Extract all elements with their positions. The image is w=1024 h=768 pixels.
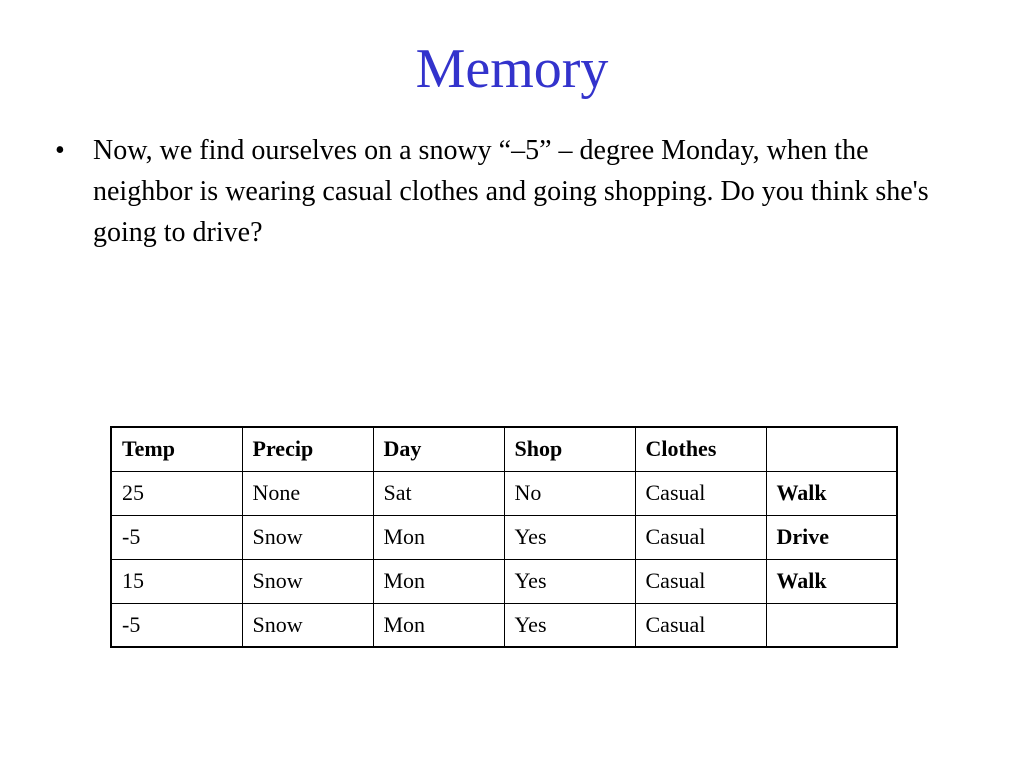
table-row	[111, 603, 897, 647]
cell-shop: No	[504, 471, 635, 515]
table-row	[111, 471, 897, 515]
slide-title: Memory	[415, 38, 609, 100]
cell-day: Mon	[373, 603, 504, 647]
cell-clothes: Casual	[635, 515, 766, 559]
cell-clothes: Casual	[635, 559, 766, 603]
cell-precip: Snow	[242, 559, 373, 603]
cell-shop: Yes	[504, 515, 635, 559]
cell-shop: Yes	[504, 603, 635, 647]
header-clothes: Clothes	[635, 427, 766, 471]
cell-result	[766, 603, 897, 647]
table-row	[111, 559, 897, 603]
bullet-text: Now, we find ourselves on a snowy “–5” – degree Monday, when the neighbor is wearing casual clothes and going shopping. Do you think she's going to drive?	[93, 135, 929, 248]
bullet-icon: •	[55, 135, 65, 166]
cell-temp: 15	[111, 559, 242, 603]
table-header-row	[111, 427, 897, 471]
cell-precip: Snow	[242, 603, 373, 647]
cell-temp: -5	[111, 603, 242, 647]
header-precip: Precip	[242, 427, 373, 471]
header-result	[766, 427, 897, 471]
bullet-item	[50, 130, 930, 253]
cell-temp: 25	[111, 471, 242, 515]
cell-shop: Yes	[504, 559, 635, 603]
cell-clothes: Casual	[635, 603, 766, 647]
header-shop: Shop	[504, 427, 635, 471]
bullet-list	[50, 130, 930, 253]
cell-day: Sat	[373, 471, 504, 515]
header-temp: Temp	[111, 427, 242, 471]
table-row	[111, 515, 897, 559]
cell-precip: None	[242, 471, 373, 515]
cell-result: Walk	[766, 471, 897, 515]
cell-temp: -5	[111, 515, 242, 559]
memory-table	[110, 426, 898, 648]
cell-clothes: Casual	[635, 471, 766, 515]
cell-precip: Snow	[242, 515, 373, 559]
header-day: Day	[373, 427, 504, 471]
cell-result: Drive	[766, 515, 897, 559]
cell-day: Mon	[373, 515, 504, 559]
cell-result: Walk	[766, 559, 897, 603]
cell-day: Mon	[373, 559, 504, 603]
